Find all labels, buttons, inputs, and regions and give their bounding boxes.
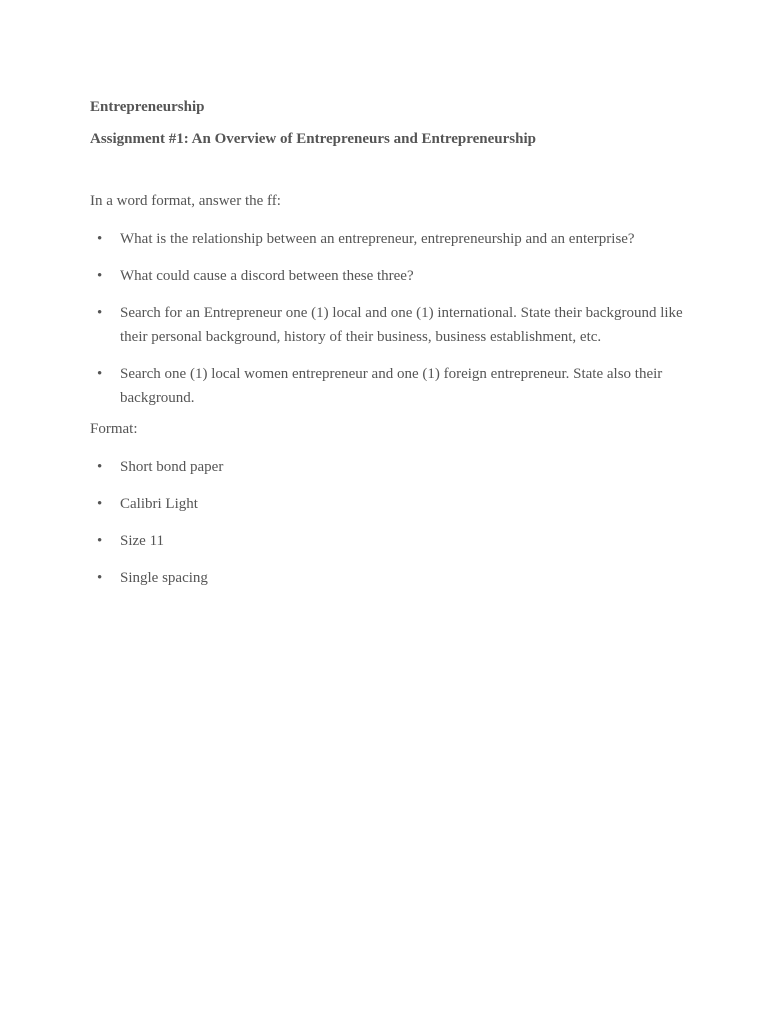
- format-text: Calibri Light: [120, 496, 198, 512]
- document-subject: Entrepreneurship: [90, 99, 205, 115]
- questions-list: [90, 227, 690, 410]
- bullet-icon: •: [97, 570, 103, 586]
- format-item: [90, 492, 690, 516]
- question-item: [90, 362, 690, 410]
- bullet-icon: •: [97, 533, 103, 549]
- bullet-icon: •: [97, 305, 103, 321]
- question-item: [90, 227, 690, 251]
- bullet-icon: •: [97, 366, 103, 382]
- question-item: [90, 264, 690, 288]
- question-text: Search one (1) local women entrepreneur and one (1) foreign entrepreneur. State also their background.: [120, 366, 663, 406]
- format-item: [90, 529, 690, 553]
- format-text: Size 11: [120, 533, 165, 549]
- format-heading: Format:: [90, 421, 138, 437]
- question-text: What could cause a discord between these three?: [120, 268, 414, 284]
- format-list: [90, 455, 690, 590]
- format-text: Single spacing: [120, 570, 208, 586]
- instructions-intro: In a word format, answer the ff:: [90, 193, 281, 209]
- bullet-icon: •: [97, 231, 103, 247]
- assignment-title: Assignment #1: An Overview of Entrepreneurs and Entrepreneurship: [90, 131, 536, 147]
- bullet-icon: •: [97, 459, 103, 475]
- question-item: [90, 301, 690, 349]
- bullet-icon: •: [97, 268, 103, 284]
- question-text: Search for an Entrepreneur one (1) local and one (1) international. State their background like their personal background, history of their business, business establishment, etc.: [120, 305, 683, 345]
- format-text: Short bond paper: [120, 459, 224, 475]
- format-item: [90, 566, 690, 590]
- question-text: What is the relationship between an entrepreneur, entrepreneurship and an enterprise?: [120, 231, 635, 247]
- format-item: [90, 455, 690, 479]
- document-body: [90, 96, 690, 603]
- bullet-icon: •: [97, 496, 103, 512]
